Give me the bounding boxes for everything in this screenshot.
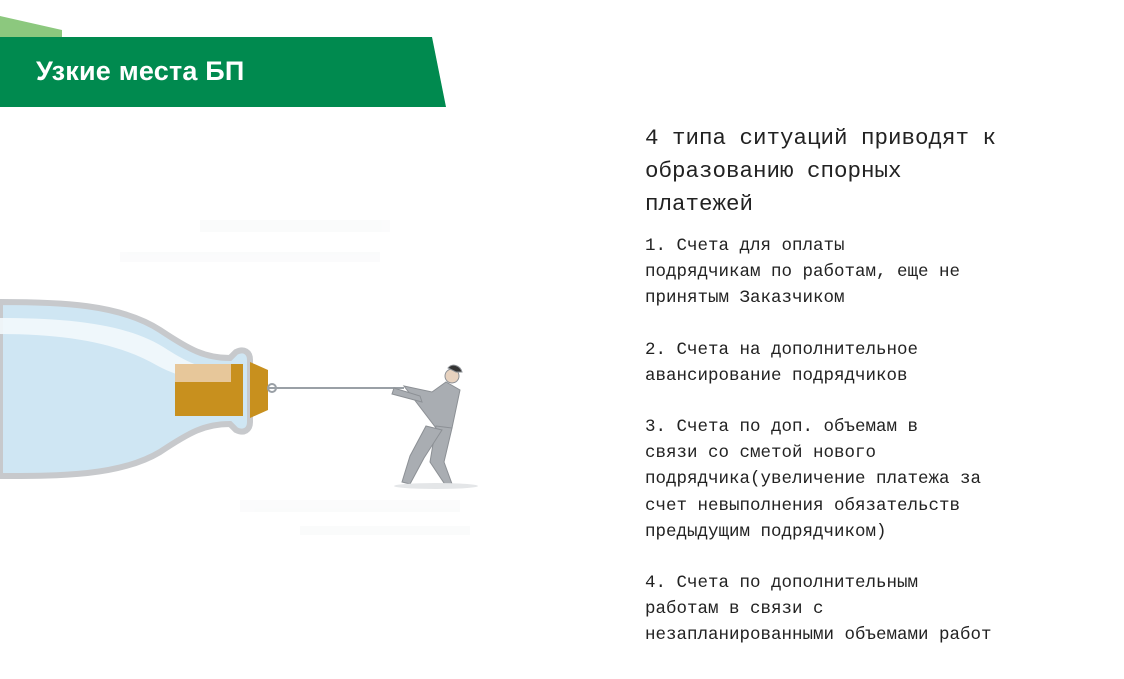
list-item: 1. Счета для оплаты подрядчикам по работам, еще не принятым Заказчиком [645, 236, 961, 309]
title-banner [0, 0, 460, 112]
situations-list [645, 233, 1115, 649]
list-item: 4. Счета по дополнительным работам в связи с незапланированными объемами работ [645, 573, 992, 646]
content-heading: 4 типа ситуаций приводят к образованию спорных платежей [645, 125, 997, 217]
slide-title: Узкие места БП [36, 56, 245, 86]
man-pulling-cork-icon [0, 200, 520, 560]
list-item: 2. Счета на дополнительное авансирование подрядчиков [645, 339, 919, 386]
content-text-block [645, 122, 1115, 674]
bottle-illustration [0, 200, 520, 560]
list-item: 3. Счета по доп. объемам в связи со сметой нового подрядчика(увеличение платежа за счет невыполнения обязательств предыдущим подрядчиком) [645, 417, 982, 542]
man-figure [392, 365, 462, 486]
